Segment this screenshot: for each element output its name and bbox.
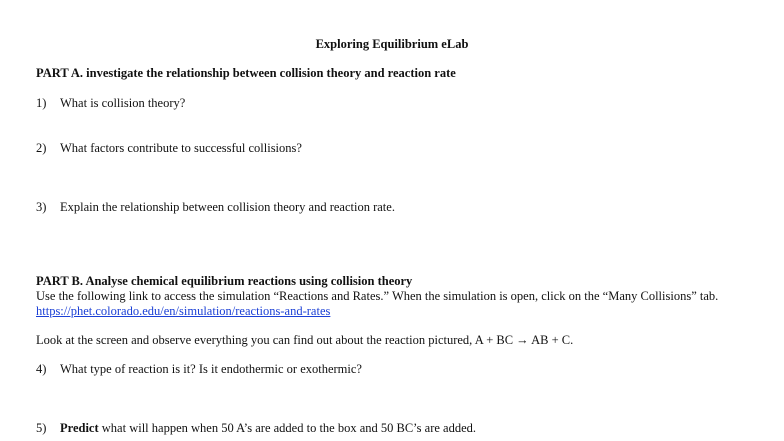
question-3-text: Explain the relationship between collision theory and reaction rate. — [60, 200, 395, 214]
question-1-number: 1) — [36, 96, 47, 110]
document-title: Exploring Equilibrium eLab — [315, 37, 469, 51]
question-4-text: What type of reaction is it? Is it endothermic or exothermic? — [60, 362, 362, 376]
question-4-number: 4) — [36, 362, 47, 376]
question-3 — [36, 200, 395, 215]
question-5-predict: Predict — [60, 421, 99, 435]
question-2-text: What factors contribute to successful collisions? — [60, 141, 302, 155]
question-5-text: what will happen when 50 A’s are added to the box and 50 BC’s are added. — [98, 421, 476, 435]
question-5 — [36, 421, 476, 436]
question-1-text: What is collision theory? — [60, 96, 186, 110]
question-2 — [36, 141, 302, 156]
observe-instruction: Look at the screen and observe everything you can find out about the reaction pictured, A + BC → AB + C. — [36, 333, 574, 347]
question-3-number: 3) — [36, 200, 47, 214]
part-b-instruction: Use the following link to access the simulation “Reactions and Rates.” When the simulation is open, click on the “Many Collisions” tab. — [36, 289, 719, 303]
question-4 — [36, 362, 362, 377]
question-1 — [36, 96, 185, 111]
question-5-number: 5) — [36, 421, 47, 435]
question-2-number: 2) — [36, 141, 47, 155]
part-a-heading: PART A. investigate the relationship between collision theory and reaction rate — [36, 66, 456, 80]
part-b-heading: PART B. Analyse chemical equilibrium reactions using collision theory — [36, 274, 413, 288]
simulation-link[interactable]: https://phet.colorado.edu/en/simulation/reactions-and-rates — [36, 304, 331, 318]
